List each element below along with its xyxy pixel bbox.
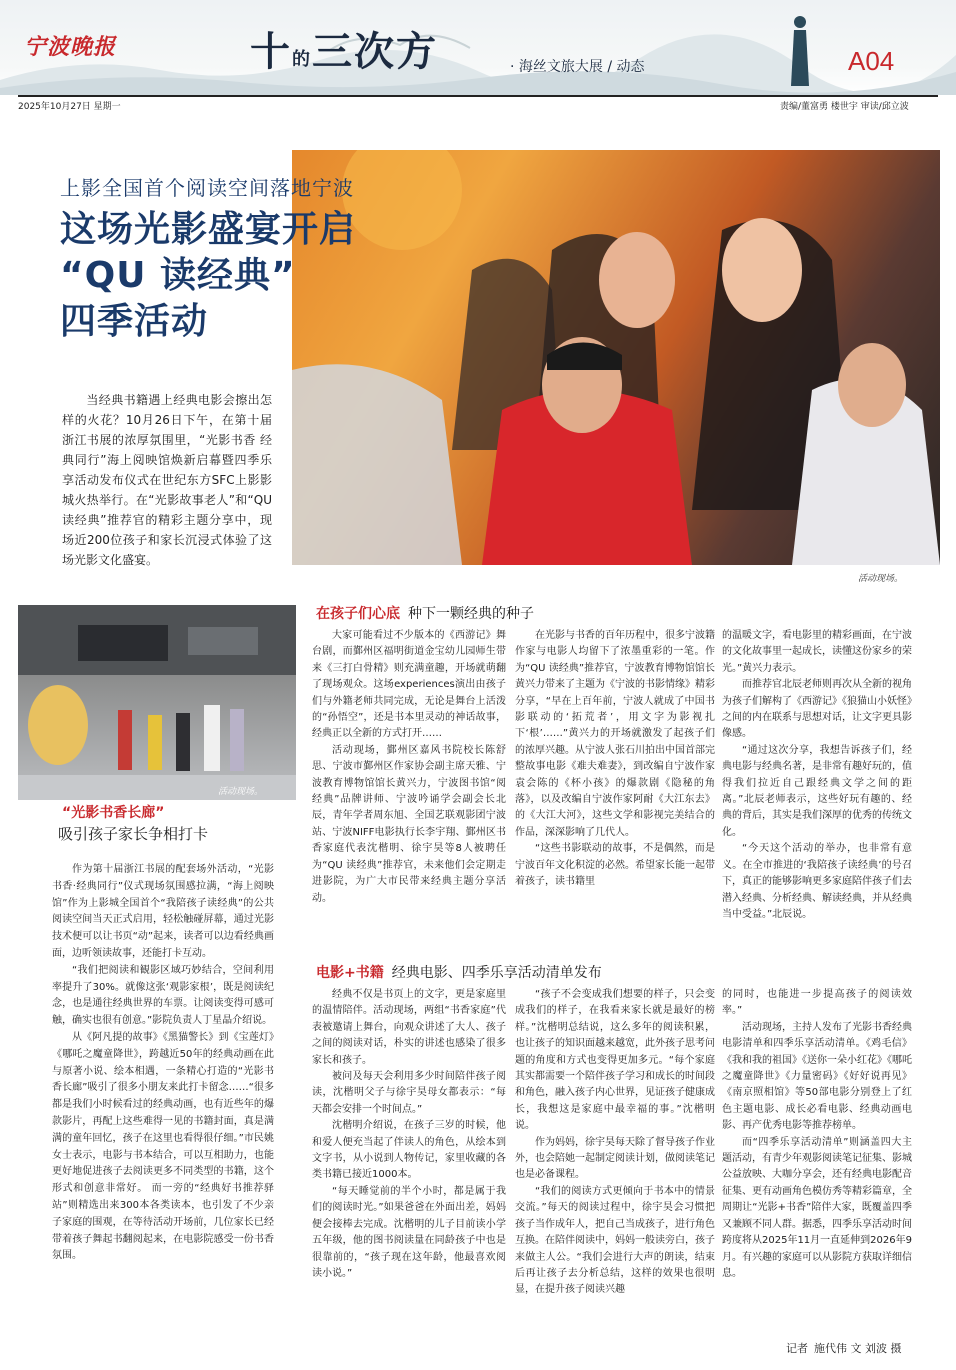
article-column: [722, 987, 912, 1282]
section-heading-1: [316, 603, 534, 623]
event-photo-illustration: [18, 605, 296, 800]
paragraph: “今天这个活动的举办，也非常有意义。在全市推进的‘我陪孩子读经典’的号召下，真正的能够影响更多家庭陪伴孩子们去潜入经典、分析经典、解读经典，并从经典当中受益。”北辰说。: [722, 843, 912, 920]
paragraph: 活动现场，鄞州区嘉风书院校长陈舒思、宁波市鄞州区作家协会副主席天雅、宁波教育博物馆馆长黄兴力，宁波图书馆“阅经典”品牌讲师、宁波吟诵学会副会长北辰，青年学者周东旭、全国艺联观影团宁波站、宁波NIFF电影执行长李宇翔、鄞州区书香家庭代表沈楷明、徐宇昊等8人被聘任为“QU 读经典”推荐官，未来他们会定期走进影院，为广大市民带来经典主题分享活动。: [312, 744, 506, 904]
section-heading-1-kicker: 在孩子们心底: [316, 606, 400, 622]
side-kicker: “光影书香长廊”: [62, 805, 165, 821]
article-column: [515, 987, 715, 1299]
headline-line-1: 这场光影盛宴开启: [60, 209, 357, 250]
paragraph: “通过这次分享，我想告诉孩子们，经典电影与经典名著，是非常有趣好玩的，值得我们拉近自己跟经典文学之间的距离。”北辰老师表示，这些好玩有趣的、经典的背后，其实是我们深厚的优秀的传统文化。: [722, 744, 912, 838]
headline-line-2: “QU 读经典”: [60, 255, 296, 296]
section-heading-2-kicker: 电影+书籍: [316, 965, 384, 981]
section-heading-1-title: 种下一颗经典的种子: [408, 606, 534, 622]
paragraph: 的同时，也能进一步提高孩子的阅读效率。”: [722, 989, 912, 1017]
paragraph: 作为妈妈，徐宇昊每天除了督导孩子作业外，也会陪她一起制定阅读计划，做阅读笔记也是必备课程。: [515, 1136, 715, 1181]
paragraph: “孩子不会变成我们想要的样子，只会变成我们的样子，在我看来家长就是最好的榜样。”沈楷明总结说，这么多年的阅读积累，也让孩子的知识面越来越宽，此外孩子思考问题的角度和方式也变得更加多元。“每个家庭其实都需要一个陪伴孩子学习和成长的时间段和角色，融入孩子内心世界，见证孩子健康成长，我想这是家庭中最幸福的事。”沈楷明说。: [515, 989, 715, 1132]
side-photo-caption: 活动现场。: [218, 787, 264, 797]
side-article-body: [52, 862, 274, 1265]
reader-figure-icon: [785, 14, 815, 89]
page-number: A04: [848, 46, 895, 76]
headline-block: [60, 172, 440, 345]
byline-names: 施代伟 文 刘波 摄: [814, 1342, 902, 1355]
lead-text: 当经典书籍遇上经典电影会擦出怎样的火花？10月26日下午，在第十届浙江书展的浓厚氛围里，“光影书香 经典同行”海上阅映馆焕新启幕暨四季乐享活动发布仪式在世纪东方SFC上影影城火热举行。在“光影故事老人”和“QU 读经典”推荐官的精彩主题分享中，现场近200位孩子和家长沉浸式体验了这场光影文化盛宴。: [62, 393, 276, 567]
dateline: 2025年10月27日 星期一: [18, 102, 121, 112]
side-photo: [18, 605, 296, 800]
paragraph: 的温暖文字，看电影里的精彩画面，在宁波的文化故事里一起成长，读懂这份家乡的荣光。”黄兴力表示。: [722, 630, 912, 674]
newspaper-logo: 宁波晚报: [24, 34, 117, 60]
paragraph: “我们的阅读方式更倾向于书本中的情景交流。”每天的阅读过程中，徐宇昊会习惯把孩子当作成年人，把自己当成孩子，进行角色互换。在陪伴阅读中，妈妈一般读旁白，孩子来做主人公。“我们会进行大声的朗读，结束后再让孩子去分析总结，这样的效果也很明显，在提升孩子阅读兴趣: [515, 1185, 715, 1296]
paragraph: 经典不仅是书页上的文字，更是家庭里的温情陪伴。活动现场，两组“书香家庭”代表被邀请上舞台，向观众讲述了大人、孩子之间的阅读对话，朴实的讲述也感染了很多家长和孩子。: [312, 989, 506, 1066]
article-column: [515, 628, 715, 891]
article-column: [722, 628, 912, 923]
section-title: [250, 20, 438, 77]
headline-line-3: 四季活动: [60, 301, 209, 342]
paragraph: 被问及每天会利用多少时间陪伴孩子阅读，沈楷明父子与徐宇昊母女都表示：“每天都会安排一个时间点。”: [312, 1071, 506, 1115]
article-column: [312, 628, 506, 907]
paragraph: 而推荐官北辰老师则再次从全新的视角为孩子们解构了《西游记》《狼猫山小妖怪》之间的内在联系与思想对话，让文字更具影像感。: [722, 679, 912, 740]
header-rule: [18, 95, 938, 97]
section-heading-2: [316, 962, 602, 982]
lead-paragraph: [62, 390, 276, 570]
side-paragraph: “我们把阅读和観影区域巧妙结合，空间利用率提升了30%。就像这张‘观影家根’，既是阅读纪念，也是通往经典世界的车票。让阅读变得可感可触，确实也很有创意。”影院负责人丁星晶介绍说。: [52, 964, 274, 1027]
section-title-part-3: 三次方: [312, 28, 438, 75]
paragraph: 沈楷明介绍说，在孩子三岁的时候，他和爱人便充当起了伴读人的角色，从绘本到文字书，从小说到人物传记，家里收藏的各类书籍已接近1000本。: [312, 1120, 506, 1181]
paragraph: “每天睡觉前的半个小时，都是属于我们的阅读时光。”如果爸爸在外面出差，妈妈便会接棒去完成。沈楷明的儿子目前读小学五年级，他的图书阅读量在同龄孩子中也是很靠前的，“孩子现在这年龄，他最喜欢阅读小说。”: [312, 1185, 506, 1279]
headline-kicker: 上影全国首个阅读空间落地宁波: [60, 176, 354, 200]
article-column: [312, 987, 506, 1282]
section-heading-2-title: 经典电影、四季乐享活动清单发布: [391, 965, 602, 981]
byline-role: 记者: [786, 1342, 808, 1355]
section-title-part-2: 的: [292, 49, 312, 70]
paragraph: 活动现场，主持人发布了光影书香经典电影清单和四季乐享活动清单。《鸡毛信》《我和我的祖国》《送你一朵小红花》《哪吒之魔童降世》《力量密码》《好好说再见》《南京照相馆》等50部电影分别登上了红色主题电影、成长必看电影、经典动画电影、再产优秀电影等推荐榜单。: [722, 1021, 912, 1132]
editor-credits: 责编/董富勇 楼世宇 审读/邱立波: [780, 102, 909, 112]
byline: [780, 1340, 902, 1356]
section-title-part-1: 十: [250, 28, 292, 75]
paragraph: 大家可能看过不少版本的《西游记》舞台剧，而鄞州区福明街道金宝幼儿园师生带来《三打白骨精》则充满童趣，开场就萌翻了现场观众。这场experiences演出由孩子们与外籍老师共同完成，无论是舞台上活泼的“孙悟空”，还是书本里灵动的神话故事，经典正以全新的方式打开……: [312, 630, 506, 740]
side-paragraph: 从《阿凡提的故事》《黑猫警长》到《宝莲灯》《哪吒之魔童降世》，跨越近50年的经典动画在此与原著小说、绘本相遇，一条精心打造的“光影书香长廊”吸引了很多小朋友来此打卡留念……“很多都是我们小时候看过的经典动画，也有近些年的爆款影片，再配上这些难得一见的书籍封面，真是满满的童年回忆，孩子在这里也看得很仔细。”市民姚女士表示，电影与书本结合，可以互相助力，也能更好地促进孩子去阅读更多不同类型的书籍，这个形式和创意非常好。 而一旁的“经典好书推荐驿站”则精选出来300本各类读本，也引发了不少亲子家庭的围观，在等待活动开场前，几位家长已经带着孩子舞起书翻阅起来，在电影院感受一份书香氛围。: [52, 1031, 274, 1262]
paragraph: “这些书影联动的故事，不是偶然，而是宁波百年文化积淀的必然。希望家长能一起带着孩子，读书籍里: [515, 843, 715, 888]
paragraph: 而“四季乐享活动清单”则涵盖四大主题活动，有青少年观影阅读笔记征集、影城公益放映、大咖分享会，还有经典电影配音征集、更有动画角色模仿秀等精彩篇章，全周期让“光影+书香”陪伴大家，既覆盖四季又兼顾不同人群。据悉，四季乐享活动时间跨度将从2025年11月一直延伸到2026年9月。有兴趣的家庭可以从影院方获取详细信息。: [722, 1136, 912, 1279]
section-subtitle: · 海丝文旅大展 / 动态: [510, 59, 645, 75]
hero-caption: 活动现场。: [858, 574, 904, 584]
side-headline: 吸引孩子家长争相打卡: [58, 825, 209, 843]
side-paragraph: 作为第十届浙江书展的配套场外活动，“光影书香·经典同行”仪式现场氛围感拉满，“海上阅映馆”作为上影城全国首个“我陪孩子读经典”的公共阅读空间当天正式启用，轻松触碰屏幕，通过光影技术便可以让书页“动”起来，读者可以边看经典画面，边听领读故事，还能打卡互动。: [52, 864, 274, 959]
paragraph: 在光影与书香的百年历程中，很多宁波籍作家与电影人均留下了浓墨重彩的一笔。作为“QU 读经典”推荐官，宁波教育博物馆馆长黄兴力带来了主题为《宁波的书影情缘》精彩分享，“早在上百年前，宁波人就成了中国书影联动的‘拓荒者’，用文字为影视扎下‘根’……”黄兴力的开场就激发了起孩子们的浓厚兴趣。从宁波人张石川拍出中国首部完整故事电影《难夫难妻》，到改编自宁波作家袁会陈的《杯小孩》的爆款剧《隐秘的角落》，以及改编自宁波作家阿耐《大江东去》的《大江大河》，这些文学和影视完美结合的作品，深深影响了几代人。: [515, 630, 715, 838]
